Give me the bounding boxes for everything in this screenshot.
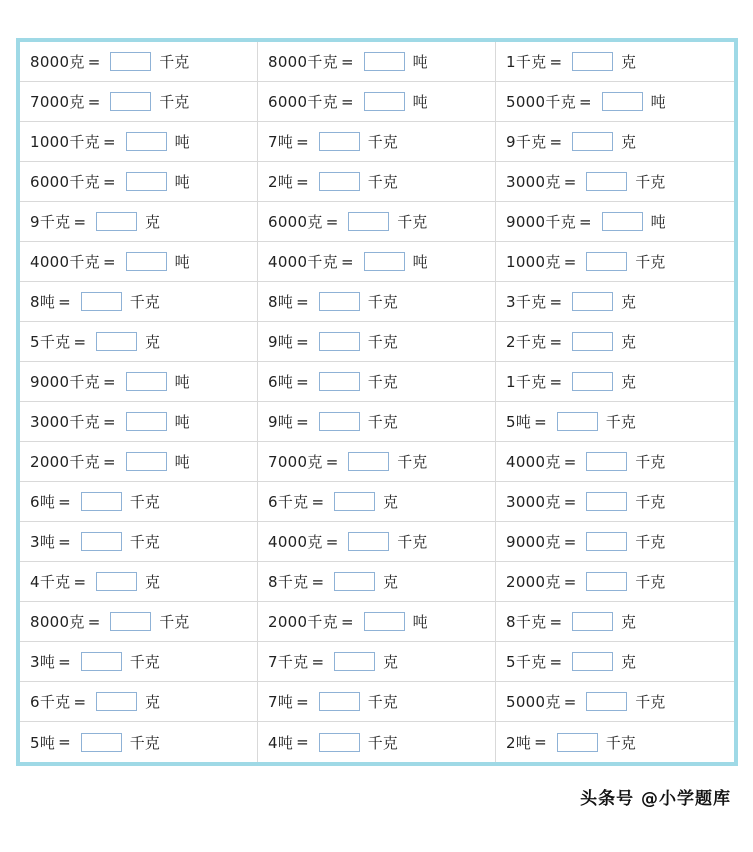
exercise-cell [20,402,258,442]
exercise-cell [496,42,734,82]
unit-label: 千克 [635,253,666,271]
answer-box[interactable] [110,52,151,71]
answer-box[interactable] [586,572,627,591]
unit-label: 千克 [367,373,398,391]
equals-sign: = [563,172,577,191]
exercise-cell [258,122,496,162]
answer-box[interactable] [572,52,613,71]
question-text: 7吨 [268,133,294,151]
exercise-cell [20,242,258,282]
exercise-cell [496,562,734,602]
question-text: 9吨 [268,333,294,351]
unit-label: 克 [621,613,637,631]
exercise-cell [496,602,734,642]
answer-box[interactable] [364,612,405,631]
question-text: 2吨 [506,733,532,752]
unit-label: 千克 [129,653,160,671]
exercise-grid [20,42,734,762]
answer-box[interactable] [586,172,627,191]
exercise-cell [258,482,496,522]
equals-sign: = [58,492,71,511]
question-text: 7吨 [268,693,294,711]
question-text: 5000千克 [506,93,576,111]
exercise-cell [20,602,258,642]
exercise-cell [258,402,496,442]
equals-sign: = [73,212,87,231]
equals-sign: = [73,692,87,711]
unit-label: 克 [145,693,161,711]
answer-box[interactable] [126,452,167,471]
question-text: 4吨 [268,733,294,752]
answer-box[interactable] [319,733,360,752]
question-text: 9千克 [506,133,547,151]
equals-sign: = [296,733,309,751]
exercise-cell [258,362,496,402]
equals-sign: = [563,692,577,711]
exercise-cell [496,282,734,322]
unit-label: 克 [621,373,637,391]
unit-label: 吨 [412,613,428,631]
unit-label: 吨 [174,133,190,151]
question-text: 9千克 [30,213,71,231]
answer-box[interactable] [81,733,122,752]
equals-sign: = [58,292,71,311]
equals-sign: = [549,372,563,391]
question-text: 7000克 [268,453,323,471]
exercise-cell [20,562,258,602]
equals-sign: = [534,412,547,431]
unit-label: 吨 [650,213,666,231]
unit-label: 千克 [397,213,428,231]
unit-label: 千克 [129,733,160,752]
exercise-cell [496,522,734,562]
answer-box[interactable] [348,452,389,471]
equals-sign: = [549,292,563,311]
answer-box[interactable] [572,292,613,311]
answer-box[interactable] [96,332,137,351]
exercise-cell [496,442,734,482]
question-text: 9吨 [268,413,294,431]
equals-sign: = [296,372,309,391]
answer-box[interactable] [586,532,627,551]
question-text: 5千克 [30,333,71,351]
answer-box[interactable] [126,372,167,391]
unit-label: 克 [621,333,637,351]
question-text: 5000克 [506,693,561,711]
answer-box[interactable] [126,172,167,191]
unit-label: 千克 [159,613,190,631]
answer-box[interactable] [110,92,151,111]
exercise-cell [258,442,496,482]
exercise-cell [258,682,496,722]
question-text: 6000克 [268,213,323,231]
question-text: 9000千克 [506,213,576,231]
question-text: 6000千克 [268,93,338,111]
equals-sign: = [340,52,354,71]
exercise-cell [258,562,496,602]
answer-box[interactable] [81,492,122,511]
exercise-cell [258,242,496,282]
exercise-cell [20,282,258,322]
question-text: 6000千克 [30,173,100,191]
answer-box[interactable] [126,132,167,151]
question-text: 3000千克 [30,413,100,431]
equals-sign: = [549,332,563,351]
unit-label: 克 [145,333,161,351]
answer-box[interactable] [81,292,122,311]
question-text: 1千克 [506,373,547,391]
unit-label: 千克 [635,173,666,191]
exercise-cell [20,722,258,762]
exercise-cell [20,322,258,362]
equals-sign: = [325,532,339,551]
exercise-cell [20,682,258,722]
unit-label: 克 [145,573,161,591]
question-text: 8吨 [268,293,294,311]
unit-label: 千克 [367,293,398,311]
unit-label: 千克 [605,733,636,752]
equals-sign: = [311,572,325,591]
unit-label: 吨 [174,373,190,391]
exercise-cell [496,322,734,362]
answer-box[interactable] [348,212,389,231]
answer-box[interactable] [319,412,360,431]
equals-sign: = [73,572,87,591]
equals-sign: = [340,92,354,111]
unit-label: 千克 [159,53,190,71]
unit-label: 千克 [367,733,398,752]
question-text: 8千克 [506,613,547,631]
exercise-cell [20,122,258,162]
answer-box[interactable] [96,212,137,231]
answer-box[interactable] [557,412,598,431]
question-text: 6吨 [268,373,294,391]
answer-box[interactable] [319,332,360,351]
unit-label: 千克 [367,133,398,151]
unit-label: 千克 [159,93,190,111]
question-text: 6千克 [268,493,309,511]
equals-sign: = [549,652,563,671]
exercise-cell [20,442,258,482]
answer-box[interactable] [602,92,643,111]
unit-label: 克 [383,653,399,671]
exercise-cell [20,82,258,122]
question-text: 4000克 [506,453,561,471]
equals-sign: = [325,212,339,231]
answer-box[interactable] [348,532,389,551]
equals-sign: = [102,452,116,471]
exercise-cell [496,122,734,162]
equals-sign: = [87,612,101,631]
unit-label: 克 [621,53,637,71]
answer-box[interactable] [586,452,627,471]
question-text: 1000千克 [30,133,100,151]
question-text: 3吨 [30,653,56,671]
question-text: 2000千克 [268,613,338,631]
exercise-cell [258,602,496,642]
equals-sign: = [73,332,87,351]
answer-box[interactable] [586,252,627,271]
question-text: 8000克 [30,53,85,71]
answer-box[interactable] [557,733,598,752]
answer-box[interactable] [586,692,627,711]
equals-sign: = [340,612,354,631]
equals-sign: = [549,132,563,151]
equals-sign: = [549,52,563,71]
equals-sign: = [102,172,116,191]
unit-label: 吨 [174,253,190,271]
equals-sign: = [87,92,101,111]
equals-sign: = [578,212,592,231]
question-text: 4000千克 [268,253,338,271]
exercise-cell [496,242,734,282]
exercise-cell [496,82,734,122]
answer-box[interactable] [319,132,360,151]
equals-sign: = [102,412,116,431]
question-text: 8吨 [30,293,56,311]
unit-label: 吨 [412,53,428,71]
exercise-cell [258,322,496,362]
unit-label: 千克 [129,493,160,511]
question-text: 9000千克 [30,373,100,391]
exercise-cell [258,282,496,322]
question-text: 2000千克 [30,453,100,471]
exercise-cell [20,642,258,682]
unit-label: 吨 [174,413,190,431]
equals-sign: = [578,92,592,111]
question-text: 1千克 [506,53,547,71]
answer-box[interactable] [81,532,122,551]
answer-box[interactable] [364,52,405,71]
unit-label: 千克 [367,693,398,711]
unit-label: 吨 [412,253,428,271]
question-text: 3000克 [506,493,561,511]
answer-box[interactable] [126,252,167,271]
exercise-cell [496,482,734,522]
question-text: 6千克 [30,693,71,711]
equals-sign: = [296,332,309,351]
question-text: 9000克 [506,533,561,551]
exercise-cell [258,162,496,202]
answer-box[interactable] [110,612,151,631]
answer-box[interactable] [586,492,627,511]
equals-sign: = [296,292,309,311]
worksheet [16,38,738,766]
exercise-cell [496,362,734,402]
equals-sign: = [58,532,71,551]
answer-box[interactable] [96,692,137,711]
answer-box[interactable] [319,692,360,711]
question-text: 5吨 [506,413,532,431]
question-text: 2000克 [506,573,561,591]
unit-label: 千克 [605,413,636,431]
question-text: 4000千克 [30,253,100,271]
question-text: 5千克 [506,653,547,671]
exercise-cell [258,642,496,682]
unit-label: 千克 [397,533,428,551]
question-text: 2吨 [268,173,294,191]
exercise-cell [496,642,734,682]
answer-box[interactable] [81,652,122,671]
exercise-cell [20,362,258,402]
question-text: 2千克 [506,333,547,351]
equals-sign: = [102,372,116,391]
exercise-cell [258,522,496,562]
question-text: 8千克 [268,573,309,591]
exercise-cell [258,202,496,242]
question-text: 3吨 [30,533,56,551]
unit-label: 千克 [367,413,398,431]
footer-watermark: 头条号 @小学题库 [580,789,731,809]
question-text: 3千克 [506,293,547,311]
equals-sign: = [58,733,71,751]
answer-box[interactable] [572,332,613,351]
equals-sign: = [102,132,116,151]
answer-box[interactable] [602,212,643,231]
equals-sign: = [549,612,563,631]
answer-box[interactable] [334,652,375,671]
equals-sign: = [311,492,325,511]
question-text: 4000克 [268,533,323,551]
exercise-cell [496,682,734,722]
unit-label: 克 [383,573,399,591]
equals-sign: = [87,52,101,71]
equals-sign: = [296,692,309,711]
question-text: 3000克 [506,173,561,191]
equals-sign: = [296,412,309,431]
unit-label: 克 [145,213,161,231]
question-text: 8000克 [30,613,85,631]
answer-box[interactable] [334,572,375,591]
unit-label: 克 [621,293,637,311]
question-text: 4千克 [30,573,71,591]
unit-label: 千克 [635,573,666,591]
equals-sign: = [102,252,116,271]
equals-sign: = [311,652,325,671]
unit-label: 千克 [129,533,160,551]
equals-sign: = [296,132,309,151]
unit-label: 千克 [635,493,666,511]
exercise-cell [258,42,496,82]
answer-box[interactable] [572,372,613,391]
answer-box[interactable] [319,292,360,311]
unit-label: 千克 [635,533,666,551]
equals-sign: = [534,733,547,751]
unit-label: 千克 [367,333,398,351]
answer-box[interactable] [572,612,613,631]
exercise-cell [258,82,496,122]
exercise-cell [20,482,258,522]
question-text: 7千克 [268,653,309,671]
exercise-cell [20,42,258,82]
answer-box[interactable] [364,252,405,271]
exercise-cell [496,722,734,762]
exercise-cell [20,202,258,242]
equals-sign: = [325,452,339,471]
exercise-cell [20,522,258,562]
unit-label: 吨 [174,173,190,191]
answer-box[interactable] [572,652,613,671]
unit-label: 吨 [174,453,190,471]
equals-sign: = [340,252,354,271]
answer-box[interactable] [334,492,375,511]
answer-box[interactable] [126,412,167,431]
unit-label: 克 [383,493,399,511]
unit-label: 吨 [650,93,666,111]
exercise-cell [496,162,734,202]
equals-sign: = [563,532,577,551]
exercise-cell [496,402,734,442]
unit-label: 千克 [397,453,428,471]
equals-sign: = [296,172,309,191]
equals-sign: = [563,252,577,271]
answer-box[interactable] [96,572,137,591]
equals-sign: = [58,652,71,671]
answer-box[interactable] [319,372,360,391]
unit-label: 千克 [635,693,666,711]
equals-sign: = [563,572,577,591]
unit-label: 克 [621,653,637,671]
answer-box[interactable] [364,92,405,111]
answer-box[interactable] [572,132,613,151]
equals-sign: = [563,492,577,511]
question-text: 5吨 [30,733,56,752]
unit-label: 千克 [635,453,666,471]
question-text: 6吨 [30,493,56,511]
answer-box[interactable] [319,172,360,191]
unit-label: 千克 [129,293,160,311]
exercise-cell [496,202,734,242]
question-text: 7000克 [30,93,85,111]
exercise-cell [20,162,258,202]
equals-sign: = [563,452,577,471]
unit-label: 克 [621,133,637,151]
unit-label: 千克 [367,173,398,191]
question-text: 1000克 [506,253,561,271]
unit-label: 吨 [412,93,428,111]
exercise-cell [258,722,496,762]
question-text: 8000千克 [268,53,338,71]
